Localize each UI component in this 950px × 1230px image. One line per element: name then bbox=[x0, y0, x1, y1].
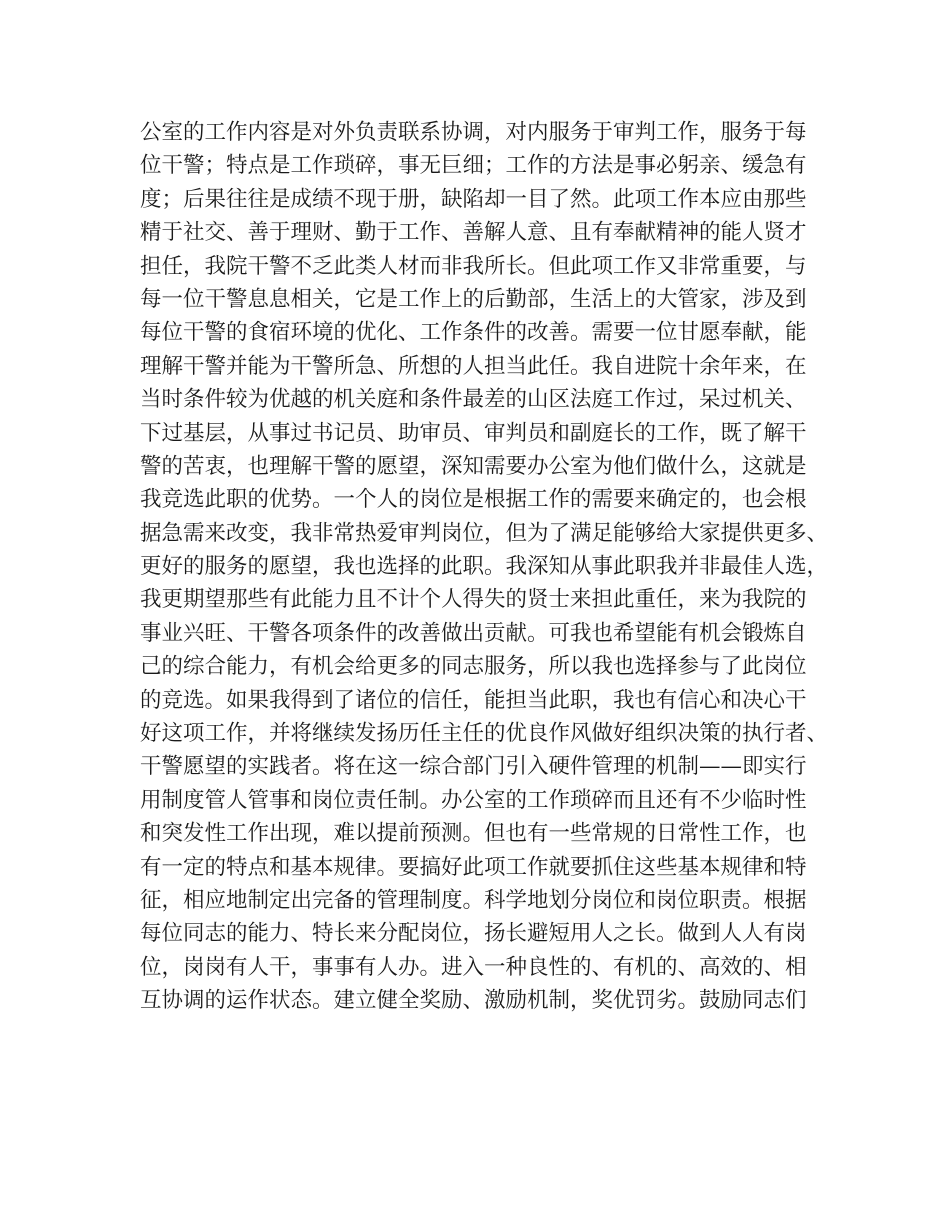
text-line: 位，岗岗有人干，事事有人办。进入一种良性的、有机的、高效的、相 bbox=[140, 954, 807, 980]
text-line: 事业兴旺、干警各项条件的改善做出贡献。可我也希望能有机会锻炼自 bbox=[140, 620, 807, 646]
text-line: 有一定的特点和基本规律。要搞好此项工作就要抓住这些基本规律和特 bbox=[140, 854, 807, 880]
text-line: 用制度管人管事和岗位责任制。办公室的工作琐碎而且还有不少临时性 bbox=[140, 787, 807, 813]
text-line: 精于社交、善于理财、勤于工作、善解人意、且有奉献精神的能人贤才 bbox=[140, 220, 807, 246]
text-line: 据急需来改变，我非常热爱审判岗位，但为了满足能够给大家提供更多、 bbox=[140, 520, 829, 546]
text-line: 干警愿望的实践者。将在这一综合部门引入硬件管理的机制——即实行 bbox=[140, 754, 807, 780]
text-line: 下过基层，从事过书记员、助审员、审判员和副庭长的工作，既了解干 bbox=[140, 420, 807, 446]
text-line: 公室的工作内容是对外负责联系协调，对内服务于审判工作，服务于每 bbox=[140, 120, 807, 145]
text-line: 理解干警并能为干警所急、所想的人担当此任。我自进院十余年来，在 bbox=[140, 353, 807, 379]
text-line: 警的苦衷，也理解干警的愿望，深知需要办公室为他们做什么，这就是 bbox=[140, 453, 807, 479]
text-line: 担任，我院干警不乏此类人材而非我所长。但此项工作又非常重要，与 bbox=[140, 253, 807, 279]
text-line: 位干警；特点是工作琐碎，事无巨细；工作的方法是事必躬亲、缓急有 bbox=[140, 153, 807, 179]
text-line: 征，相应地制定出完备的管理制度。科学地划分岗位和岗位职责。根据 bbox=[140, 887, 807, 913]
text-line: 当时条件较为优越的机关庭和条件最差的山区法庭工作过，呆过机关、 bbox=[140, 387, 807, 413]
text-line: 我更期望那些有此能力且不计个人得失的贤士来担此重任，来为我院的 bbox=[140, 587, 807, 613]
text-line: 度；后果往往是成绩不现于册，缺陷却一目了然。此项工作本应由那些 bbox=[140, 186, 807, 212]
text-line: 每位干警的食宿环境的优化、工作条件的改善。需要一位甘愿奉献，能 bbox=[140, 320, 807, 346]
text-line: 每一位干警息息相关，它是工作上的后勤部，生活上的大管家，涉及到 bbox=[140, 286, 807, 312]
text-line: 的竞选。如果我得到了诸位的信任，能担当此职，我也有信心和决心干 bbox=[140, 687, 807, 713]
text-line: 己的综合能力，有机会给更多的同志服务，所以我也选择参与了此岗位 bbox=[140, 654, 807, 680]
text-line: 更好的服务的愿望，我也选择的此职。我深知从事此职我并非最佳人选， bbox=[140, 554, 829, 580]
text-line: 每位同志的能力、特长来分配岗位，扬长避短用人之长。做到人人有岗 bbox=[140, 921, 807, 947]
text-line: 我竞选此职的优势。一个人的岗位是根据工作的需要来确定的，也会根 bbox=[140, 487, 807, 513]
body-text bbox=[140, 116, 830, 1018]
text-line: 好这项工作，并将继续发扬历任主任的优良作风做好组织决策的执行者、 bbox=[140, 721, 829, 747]
text-line: 互协调的运作状态。建立健全奖励、激励机制，奖优罚劣。鼓励同志们 bbox=[140, 988, 807, 1014]
text-line: 和突发性工作出现，难以提前预测。但也有一些常规的日常性工作，也 bbox=[140, 821, 807, 847]
